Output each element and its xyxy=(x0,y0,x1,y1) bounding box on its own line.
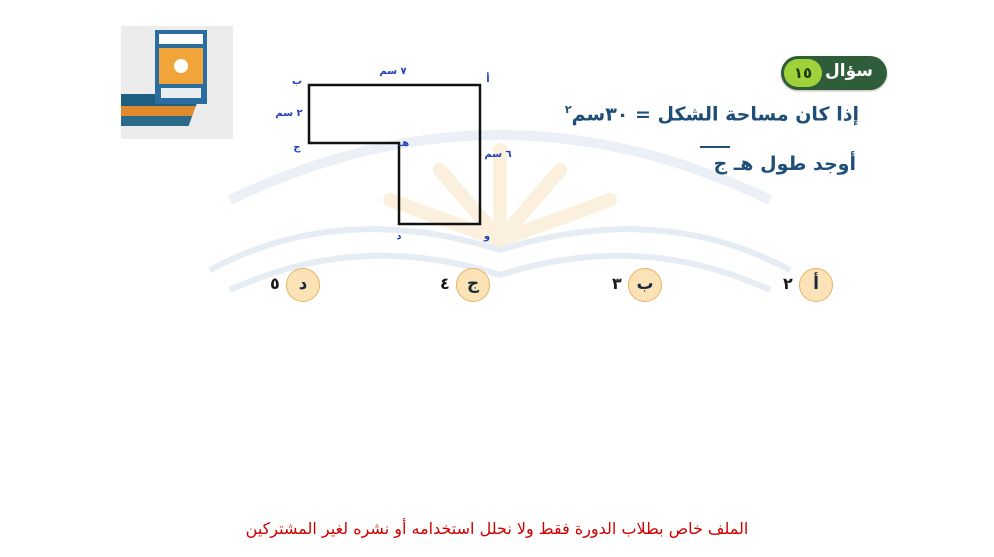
question-text-area xyxy=(565,103,859,125)
option-a[interactable] xyxy=(783,268,835,302)
segment-overline xyxy=(700,146,730,148)
option-d-letter: د xyxy=(286,268,320,302)
option-d-value: ٥ xyxy=(270,274,280,293)
option-d[interactable] xyxy=(270,268,322,302)
square-superscript: ٢ xyxy=(564,103,572,116)
l-shape-figure xyxy=(265,58,515,248)
question-number: ١٥ xyxy=(784,59,822,87)
dim-label-right: ٦ سم xyxy=(484,149,512,160)
option-a-letter: أ xyxy=(799,268,833,302)
question-badge xyxy=(781,56,887,90)
question-label: سؤال xyxy=(825,61,873,81)
question-find-length: أوجد طول هـ ج xyxy=(713,153,856,175)
option-a-value: ٢ xyxy=(783,274,793,293)
vertex-label-d: د xyxy=(396,231,402,242)
option-b-value: ٣ xyxy=(612,274,622,293)
option-b-letter: ب xyxy=(628,268,662,302)
footer-notice: الملف خاص بطلاب الدورة فقط ولا نحلل استخدامه أو نشره لغير المشتركين xyxy=(245,519,749,538)
option-c-letter: ج xyxy=(456,268,490,302)
dim-label-left: ٢ سم xyxy=(275,108,303,119)
vertex-label-c: ج xyxy=(293,142,301,153)
book-cover-image xyxy=(121,26,233,139)
vertex-label-h: هـ xyxy=(398,138,410,149)
option-c[interactable] xyxy=(440,268,492,302)
book-stack-icon xyxy=(121,26,233,139)
option-b[interactable] xyxy=(612,268,664,302)
dim-label-top: ٧ سم xyxy=(379,66,407,77)
option-c-value: ٤ xyxy=(440,274,450,293)
vertex-label-b: ب xyxy=(291,76,303,87)
question-area-statement: إذا كان مساحة الشكل = ٣٠سم xyxy=(571,103,859,126)
vertex-label-a: أ xyxy=(486,74,490,85)
l-shape-outline xyxy=(309,85,480,224)
vertex-label-w: و xyxy=(483,231,491,242)
